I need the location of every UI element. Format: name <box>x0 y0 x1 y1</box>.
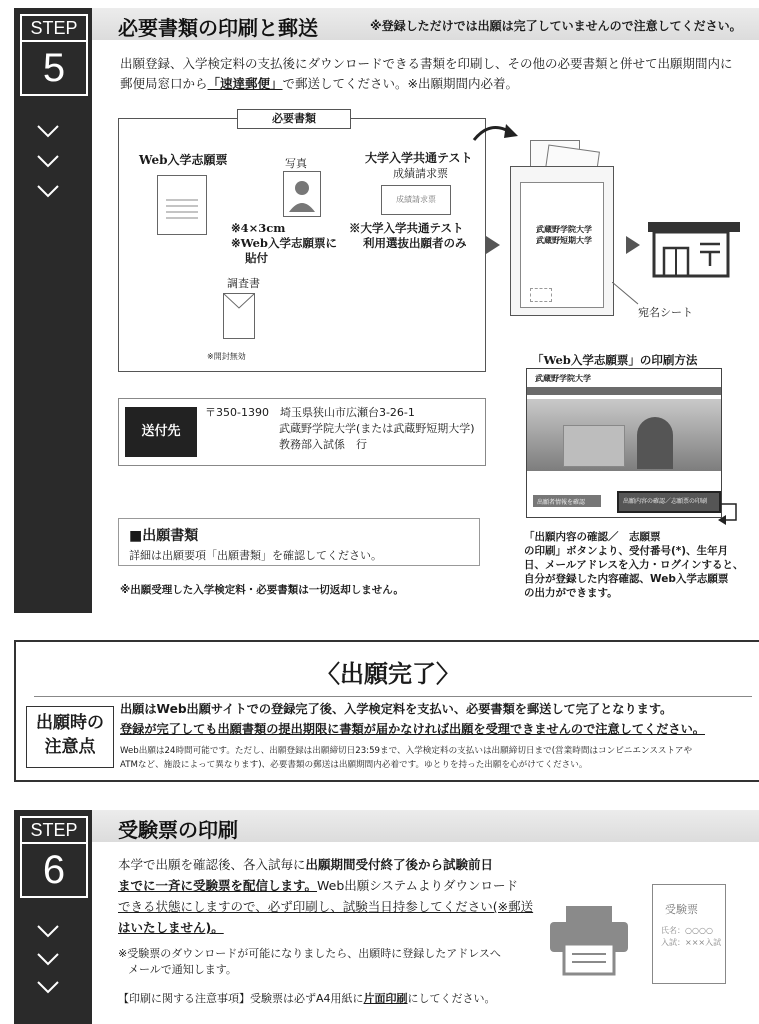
kyotsu-note: ※大学入学共通テスト 利用選抜出願者のみ <box>349 221 467 250</box>
doc-chosa-label: 調査書 <box>227 277 260 290</box>
return-arrow-icon <box>716 500 744 532</box>
application-docs-title: ■出願書類 <box>129 528 199 544</box>
exam-ticket-exam: 入試：×××入試 <box>661 938 722 947</box>
doc-web-label: Web入学志願票 <box>139 153 228 167</box>
doc-kyotsu-label: 大学入学共通テスト <box>365 151 473 165</box>
print-method-desc: 「出願内容の確認／ 志願票 の印刷」ボタンより、受付番号(*)、生年月 日、メールアドレスを入力・ログインすると、 自分が登録した内容確認、Web入学志願票 の出力ができます。 <box>524 531 744 599</box>
printer-icon <box>548 906 630 980</box>
step6-title: 受験票の印刷 <box>118 818 238 842</box>
step5-header-note: ※登録しただけでは出願は完了していませんので注意してください。 <box>370 19 742 33</box>
step6-sidebar <box>14 810 92 1024</box>
photo-person-icon <box>283 171 321 217</box>
site-name: 武蔵野学院大学 <box>535 374 591 383</box>
step-label: STEP <box>22 16 86 42</box>
address-sheet-label: 宛名シート <box>638 306 693 319</box>
kyotsu-card <box>381 185 451 215</box>
envelope-address-2: 武蔵野短期大学 <box>536 236 592 245</box>
chevron-down-icon <box>37 924 59 938</box>
website-screenshot <box>526 368 722 518</box>
no-return-note: ※出願受理した入学検定料・必要書類は一切返却しません。 <box>120 584 404 596</box>
step5-sidebar <box>14 8 92 613</box>
required-docs-label: 必要書類 <box>237 109 351 129</box>
mail-envelope <box>510 140 614 316</box>
step6-mail-note: ※受験票のダウンロードが可能になりましたら、出願時に登録したアドレスへ メールで通知します。 <box>118 947 501 976</box>
step-number: 6 <box>42 848 66 892</box>
intro-line-2: 郵便局窓口から「速達郵便」で郵送してください。※出願期間内必着。 <box>120 76 519 91</box>
step6-badge <box>20 816 88 898</box>
envelope-icon <box>223 293 255 339</box>
envelope-address-1: 武蔵野学院大学 <box>536 225 592 234</box>
completion-section <box>14 640 759 782</box>
chosa-note: ※開封無効 <box>207 352 246 361</box>
step5-badge <box>20 14 88 96</box>
step-number: 5 <box>42 46 66 90</box>
chevron-down-icon <box>37 952 59 966</box>
document-icon <box>157 175 207 235</box>
application-docs-body: 詳細は出願要項「出願書類」を確認してください。 <box>129 549 382 562</box>
step-label: STEP <box>22 818 86 844</box>
print-method-title: 「Web入学志願票」の印刷方法 <box>532 353 698 367</box>
step6-print-note: 【印刷に関する注意事項】受験票は必ずA4用紙に片面印刷にしてください。 <box>118 992 496 1005</box>
chevron-down-icon <box>37 154 59 168</box>
post-office-icon <box>648 222 740 282</box>
sendto-box <box>118 398 486 466</box>
exam-ticket-title: 受験票 <box>665 903 698 916</box>
completion-line-1: 出願はWeb出願サイトでの登録完了後、入学検定料を支払い、必要書類を郵送して完了となります。 <box>120 702 673 716</box>
application-docs-box <box>118 518 480 566</box>
completion-small-1: Web出願は24時間可能です。ただし、出願登録は出願締切日23:59まで、入学検定料の支払いは出願締切日まで(営業時間はコンビニエンスストアや <box>120 746 693 756</box>
doc-photo-label: 写真 <box>285 157 307 170</box>
completion-line-2: 登録が完了しても出願書類の提出期限に書類が届かなければ出願を受理できませんので注意してください。 <box>120 722 705 736</box>
exam-ticket-sheet <box>652 884 726 984</box>
sendto-label: 送付先 <box>125 407 197 457</box>
photo-note: ※4×3cm ※Web入学志願票に 貼付 <box>231 221 337 265</box>
chevron-down-icon <box>37 124 59 138</box>
chevron-down-icon <box>37 980 59 994</box>
site-button-right[interactable]: 出願内容の確認／志願票の印刷 <box>623 498 708 505</box>
kyotsu-card-text: 成績請求票 <box>396 195 436 204</box>
step6-body: 本学で出願を確認後、各入試毎に出願期間受付終了後から試験前日 までに一斉に受験票を配信します。Web出願システムよりダウンロード できる状態にしますので、必ず印刷し、試験当日持参してください(※郵送 はいたしません)。 <box>118 857 534 935</box>
completion-title: 〈出願完了〉 <box>316 660 460 688</box>
chevron-down-icon <box>37 184 59 198</box>
arrow-right-icon <box>486 236 500 258</box>
site-button-left[interactable]: 出願者情報を確認 <box>537 499 586 506</box>
step5-intro <box>120 54 750 94</box>
doc-kyotsu-sub: 成績請求票 <box>393 167 448 180</box>
intro-line-1: 出願登録、入学検定料の支払後にダウンロードできる書類を印刷し、その他の必要書類と併せて出願期間内に <box>120 56 733 71</box>
sendto-address: 〒350-1390 埼玉県狭山市広瀬台3-26-1 武蔵野学院大学(または武蔵野短期大学) 教務部入試係 行 <box>205 406 475 451</box>
arrow-right-icon <box>626 236 640 258</box>
completion-small-2: ATMなど、施設によって異なります)、必要書類の郵送は出願期間内必着です。ゆとりを持った出願を心がけてください。 <box>120 760 588 770</box>
required-docs-box <box>118 112 486 372</box>
step5-title: 必要書類の印刷と郵送 <box>118 16 318 40</box>
exam-ticket-name: 氏名：○○○○ <box>661 926 713 935</box>
caution-label: 出願時の 注意点 <box>26 706 114 768</box>
